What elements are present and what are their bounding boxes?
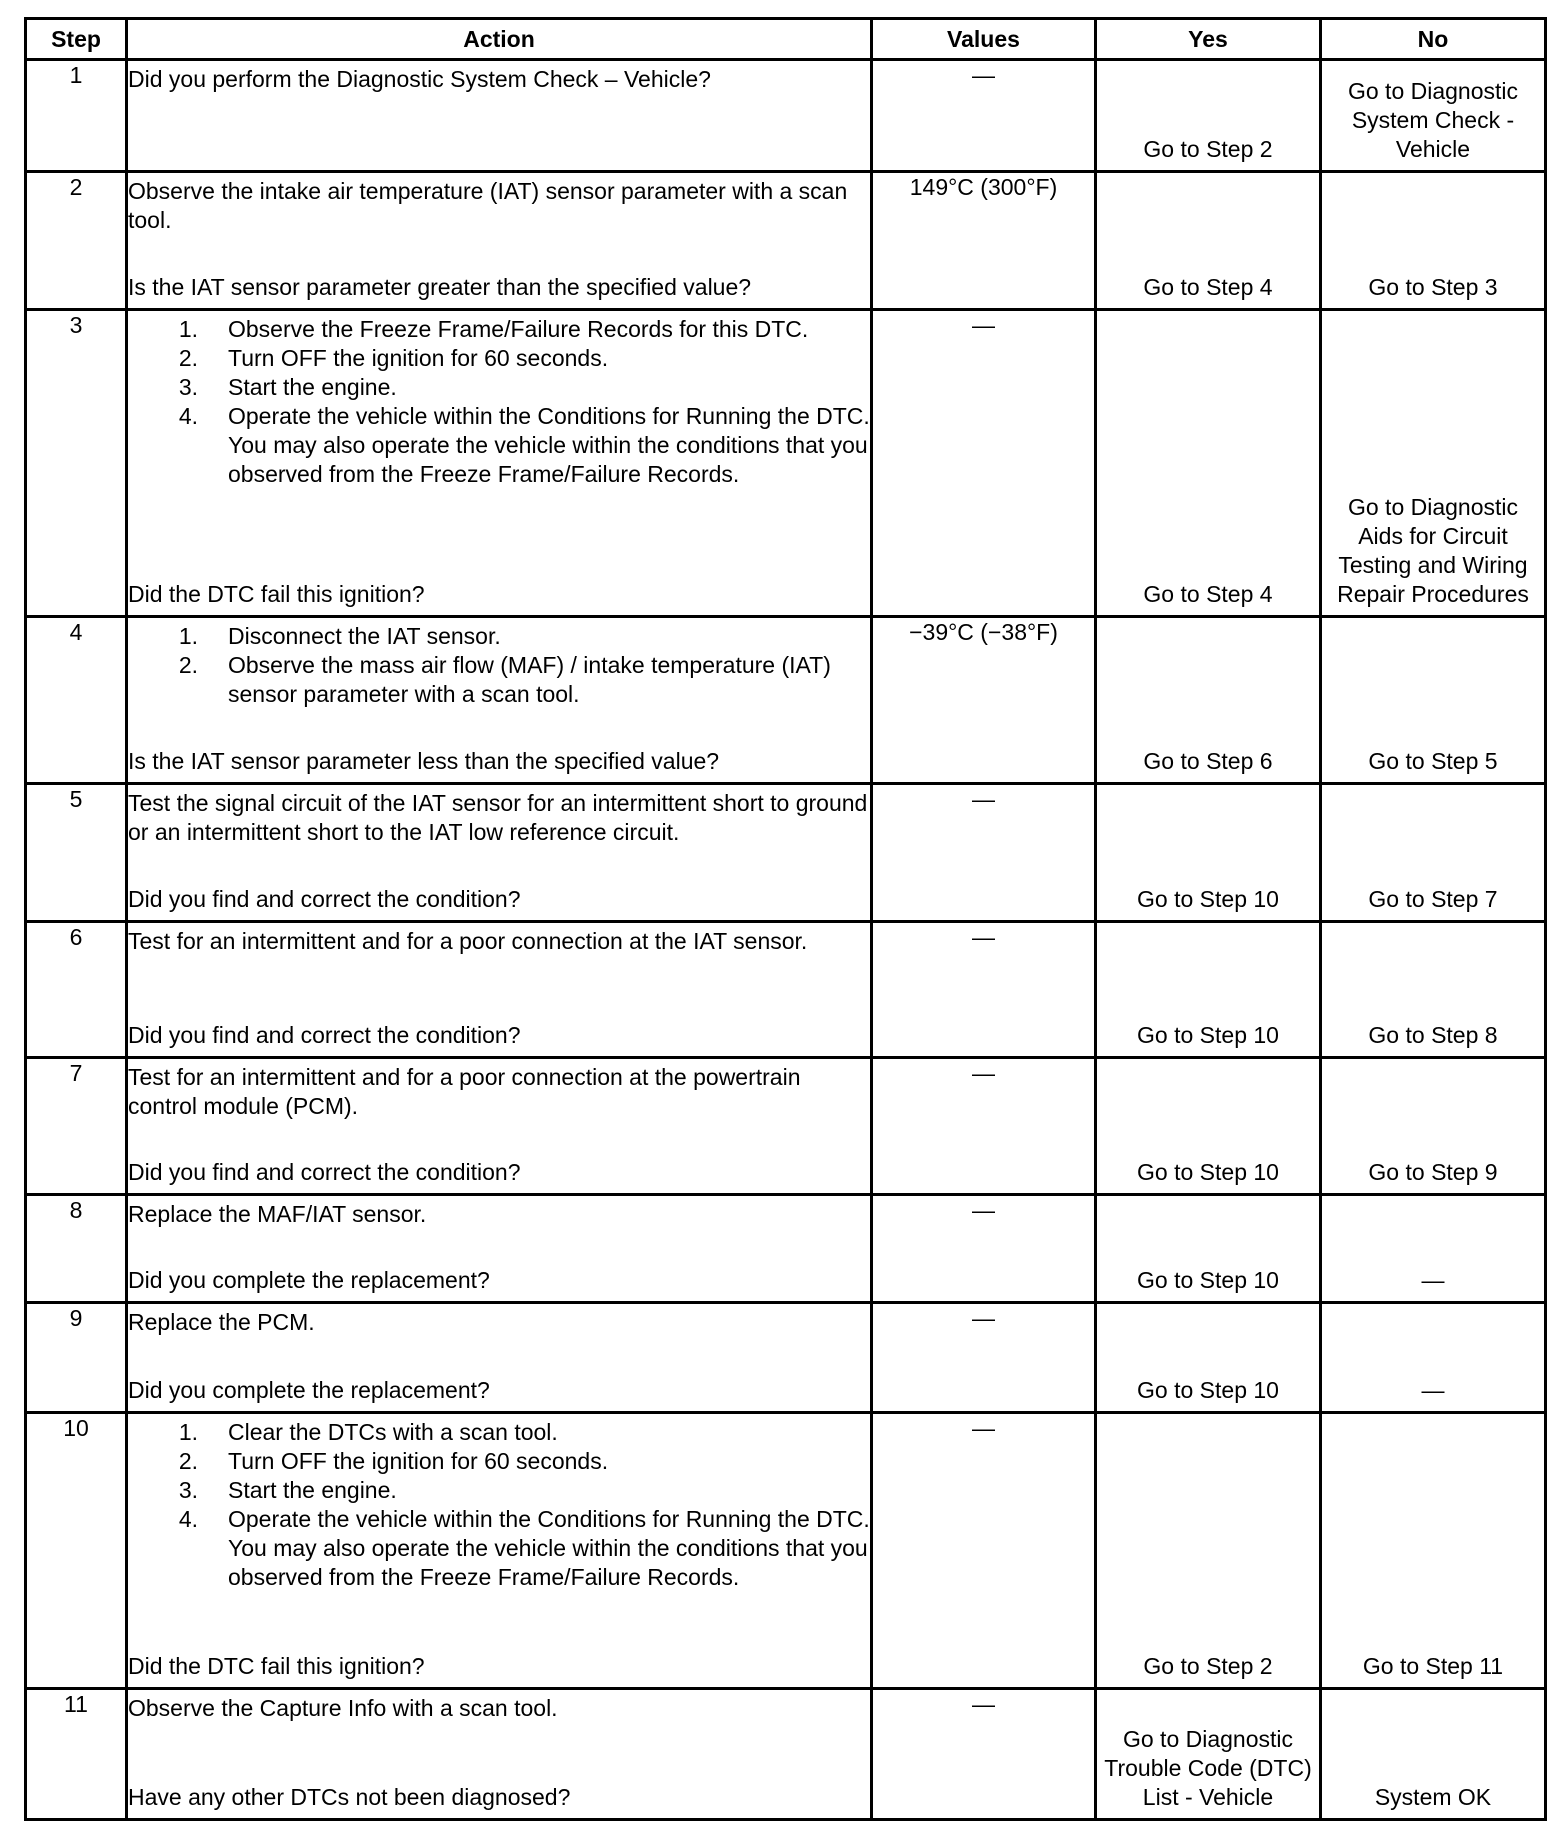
action-instructions bbox=[128, 1694, 870, 1723]
no-cell bbox=[1321, 921, 1546, 1057]
yes-result: Go to Step 4 bbox=[1143, 581, 1273, 608]
action-question: Did the DTC fail this ignition? bbox=[128, 581, 425, 608]
action-instructions bbox=[128, 65, 870, 94]
action-step-number: 1. bbox=[178, 1418, 198, 1445]
action-step-text: Turn OFF the ignition for 60 seconds. bbox=[228, 1447, 609, 1474]
no-result: Go to Step 8 bbox=[1368, 1022, 1498, 1049]
no-cell bbox=[1321, 60, 1546, 172]
action-step-text: Start the engine. bbox=[228, 1476, 397, 1503]
action-content bbox=[128, 1414, 870, 1687]
action-question: Is the IAT sensor parameter less than the specified value? bbox=[128, 748, 720, 775]
action-cell bbox=[127, 784, 872, 922]
table-row bbox=[26, 171, 1546, 309]
table-row bbox=[26, 60, 1546, 172]
action-step-item bbox=[128, 1418, 870, 1447]
header-action: Action bbox=[127, 19, 872, 60]
values-cell: 149°C (300°F) bbox=[872, 171, 1096, 309]
action-step-number: 3. bbox=[178, 373, 198, 400]
header-values: Values bbox=[872, 19, 1096, 60]
action-cell bbox=[127, 309, 872, 617]
header-yes: Yes bbox=[1096, 19, 1321, 60]
no-result: — bbox=[1421, 1267, 1445, 1294]
action-steps-list bbox=[128, 315, 870, 489]
values-cell: — bbox=[872, 309, 1096, 617]
action-content bbox=[128, 785, 870, 920]
header-row bbox=[26, 19, 1546, 60]
action-question: Did you find and correct the condition? bbox=[128, 1022, 521, 1049]
action-step-text: Disconnect the IAT sensor. bbox=[228, 623, 501, 650]
table-row bbox=[26, 309, 1546, 617]
action-step-item bbox=[128, 1476, 870, 1505]
action-instructions bbox=[128, 315, 870, 489]
yes-result: Go to Diagnostic Trouble Code (DTC) List - Vehicle bbox=[1104, 1726, 1312, 1810]
no-result: Go to Step 5 bbox=[1368, 748, 1498, 775]
diagnostic-table bbox=[24, 17, 1547, 1821]
step-number: 7 bbox=[26, 1058, 127, 1194]
action-text: Test for an intermittent and for a poor connection at the powertrain control module (PCM). bbox=[128, 1064, 801, 1120]
no-result: Go to Step 11 bbox=[1362, 1653, 1504, 1680]
table-row bbox=[26, 784, 1546, 922]
action-content bbox=[128, 61, 870, 170]
values-cell: — bbox=[872, 1412, 1096, 1688]
action-text: Replace the MAF/IAT sensor. bbox=[128, 1200, 427, 1227]
header-step: Step bbox=[26, 19, 127, 60]
yes-result: Go to Step 6 bbox=[1143, 748, 1273, 775]
yes-cell bbox=[1096, 60, 1321, 172]
action-question: Did you complete the replacement? bbox=[128, 1376, 490, 1403]
yes-cell bbox=[1096, 171, 1321, 309]
action-text: Did you perform the Diagnostic System Check – Vehicle? bbox=[128, 66, 711, 92]
action-step-item bbox=[128, 344, 870, 373]
values-cell: — bbox=[872, 1058, 1096, 1194]
no-cell bbox=[1321, 784, 1546, 922]
action-step-item bbox=[128, 651, 870, 709]
step-number: 4 bbox=[26, 617, 127, 784]
action-cell bbox=[127, 1303, 872, 1413]
values-cell: — bbox=[872, 784, 1096, 922]
action-content bbox=[128, 311, 870, 616]
table-row bbox=[26, 1689, 1546, 1820]
action-step-number: 4. bbox=[178, 1505, 198, 1532]
action-text: Test the signal circuit of the IAT sensor for an intermittent short to ground or an intermittent short to the IAT low reference circuit. bbox=[128, 790, 868, 846]
yes-cell bbox=[1096, 617, 1321, 784]
step-number: 9 bbox=[26, 1303, 127, 1413]
table-row bbox=[26, 1303, 1546, 1413]
step-number: 5 bbox=[26, 784, 127, 922]
action-question: Did you find and correct the condition? bbox=[128, 1158, 521, 1185]
no-cell bbox=[1321, 1412, 1546, 1688]
no-result: Go to Step 3 bbox=[1368, 273, 1498, 300]
values-cell: — bbox=[872, 1303, 1096, 1413]
action-instructions bbox=[128, 1063, 870, 1121]
action-step-number: 1. bbox=[178, 315, 198, 342]
values-cell: −39°C (−38°F) bbox=[872, 617, 1096, 784]
step-number: 2 bbox=[26, 171, 127, 309]
yes-result: Go to Step 10 bbox=[1137, 1158, 1279, 1185]
action-instructions bbox=[128, 622, 870, 709]
action-instructions bbox=[128, 789, 870, 847]
action-text: Observe the Capture Info with a scan tool. bbox=[128, 1695, 558, 1722]
table-header bbox=[26, 19, 1546, 60]
action-step-text: Observe the Freeze Frame/Failure Records for this DTC. bbox=[228, 315, 809, 342]
table-row bbox=[26, 921, 1546, 1057]
action-content bbox=[128, 1059, 870, 1192]
yes-result: Go to Step 10 bbox=[1137, 1267, 1279, 1294]
action-text: Observe the intake air temperature (IAT) sensor parameter with a scan tool. bbox=[128, 177, 848, 233]
no-result: Go to Step 7 bbox=[1368, 885, 1498, 912]
step-number: 10 bbox=[26, 1412, 127, 1688]
action-steps-list bbox=[128, 1418, 870, 1592]
values-cell: — bbox=[872, 1194, 1096, 1302]
yes-cell bbox=[1096, 1412, 1321, 1688]
action-step-number: 4. bbox=[178, 402, 198, 429]
values-cell: — bbox=[872, 1689, 1096, 1820]
step-number: 3 bbox=[26, 309, 127, 617]
action-step-number: 1. bbox=[178, 623, 198, 650]
step-number: 6 bbox=[26, 921, 127, 1057]
yes-result: Go to Step 10 bbox=[1137, 1022, 1279, 1049]
action-text: Replace the PCM. bbox=[128, 1309, 315, 1336]
yes-result: Go to Step 2 bbox=[1143, 1653, 1273, 1680]
action-step-number: 2. bbox=[178, 652, 198, 679]
action-instructions bbox=[128, 927, 870, 956]
yes-cell bbox=[1096, 784, 1321, 922]
action-content bbox=[128, 1196, 870, 1301]
yes-cell bbox=[1096, 921, 1321, 1057]
header-no: No bbox=[1321, 19, 1546, 60]
no-cell bbox=[1321, 1689, 1546, 1820]
action-step-number: 2. bbox=[178, 1447, 198, 1474]
no-result: System OK bbox=[1374, 1784, 1492, 1810]
action-text: Test for an intermittent and for a poor connection at the IAT sensor. bbox=[128, 927, 808, 954]
yes-cell bbox=[1096, 1194, 1321, 1302]
no-cell bbox=[1321, 1303, 1546, 1413]
table-row bbox=[26, 1058, 1546, 1194]
action-cell bbox=[127, 921, 872, 1057]
table-row bbox=[26, 1194, 1546, 1302]
action-steps-list bbox=[128, 622, 870, 709]
step-number: 11 bbox=[26, 1689, 127, 1820]
yes-result: Go to Step 10 bbox=[1137, 885, 1279, 912]
action-question: Did you complete the replacement? bbox=[128, 1267, 490, 1294]
action-instructions bbox=[128, 1418, 870, 1592]
yes-result: Go to Step 10 bbox=[1137, 1376, 1279, 1403]
action-content bbox=[128, 618, 870, 782]
action-step-item bbox=[128, 622, 870, 651]
no-result: Go to Step 9 bbox=[1368, 1158, 1498, 1185]
action-content bbox=[128, 1304, 870, 1411]
action-step-text: Operate the vehicle within the Conditions for Running the DTC. You may also operate the vehicle within the conditions that you observed from the Freeze Frame/Failure Records. bbox=[228, 402, 870, 487]
table-row bbox=[26, 617, 1546, 784]
action-question: Have any other DTCs not been diagnosed? bbox=[128, 1784, 571, 1810]
action-step-text: Start the engine. bbox=[228, 373, 397, 400]
no-cell bbox=[1321, 617, 1546, 784]
table-body bbox=[26, 60, 1546, 1820]
no-cell bbox=[1321, 309, 1546, 617]
action-question: Did the DTC fail this ignition? bbox=[128, 1653, 425, 1680]
yes-result: Go to Step 2 bbox=[1143, 135, 1273, 162]
action-cell bbox=[127, 1689, 872, 1820]
action-cell bbox=[127, 1058, 872, 1194]
action-step-item bbox=[128, 402, 870, 489]
no-cell bbox=[1321, 171, 1546, 309]
no-cell bbox=[1321, 1194, 1546, 1302]
action-instructions bbox=[128, 1308, 870, 1337]
action-cell bbox=[127, 1412, 872, 1688]
table-row bbox=[26, 1412, 1546, 1688]
yes-cell bbox=[1096, 1303, 1321, 1413]
action-cell bbox=[127, 60, 872, 172]
no-result: Go to Diagnostic System Check - Vehicle bbox=[1347, 77, 1519, 162]
action-cell bbox=[127, 617, 872, 784]
action-step-text: Operate the vehicle within the Conditions for Running the DTC. You may also operate the vehicle within the conditions that you observed from the Freeze Frame/Failure Records. bbox=[228, 1505, 870, 1590]
action-question: Did you find and correct the condition? bbox=[128, 885, 521, 912]
action-step-item bbox=[128, 1505, 870, 1592]
action-step-number: 3. bbox=[178, 1476, 198, 1503]
action-cell bbox=[127, 171, 872, 309]
action-step-item bbox=[128, 315, 870, 344]
action-question: Is the IAT sensor parameter greater than the specified value? bbox=[128, 273, 752, 300]
action-content bbox=[128, 173, 870, 308]
yes-cell bbox=[1096, 309, 1321, 617]
values-cell: — bbox=[872, 60, 1096, 172]
action-step-text: Clear the DTCs with a scan tool. bbox=[228, 1418, 558, 1445]
no-result: — bbox=[1421, 1376, 1445, 1403]
no-cell bbox=[1321, 1058, 1546, 1194]
step-number: 1 bbox=[26, 60, 127, 172]
yes-result: Go to Step 4 bbox=[1143, 273, 1273, 300]
action-instructions bbox=[128, 1200, 870, 1229]
action-step-item bbox=[128, 1447, 870, 1476]
action-content bbox=[128, 1690, 870, 1818]
yes-cell bbox=[1096, 1689, 1321, 1820]
action-instructions bbox=[128, 177, 870, 235]
action-step-text: Observe the mass air flow (MAF) / intake temperature (IAT) sensor parameter with a scan tool. bbox=[228, 652, 831, 708]
action-cell bbox=[127, 1194, 872, 1302]
no-result: Go to Diagnostic Aids for Circuit Testing and Wiring Repair Procedures bbox=[1337, 494, 1529, 608]
action-step-item bbox=[128, 373, 870, 402]
action-content bbox=[128, 923, 870, 1056]
yes-cell bbox=[1096, 1058, 1321, 1194]
step-number: 8 bbox=[26, 1194, 127, 1302]
values-cell: — bbox=[872, 921, 1096, 1057]
action-step-number: 2. bbox=[178, 344, 198, 371]
action-step-text: Turn OFF the ignition for 60 seconds. bbox=[228, 344, 609, 371]
